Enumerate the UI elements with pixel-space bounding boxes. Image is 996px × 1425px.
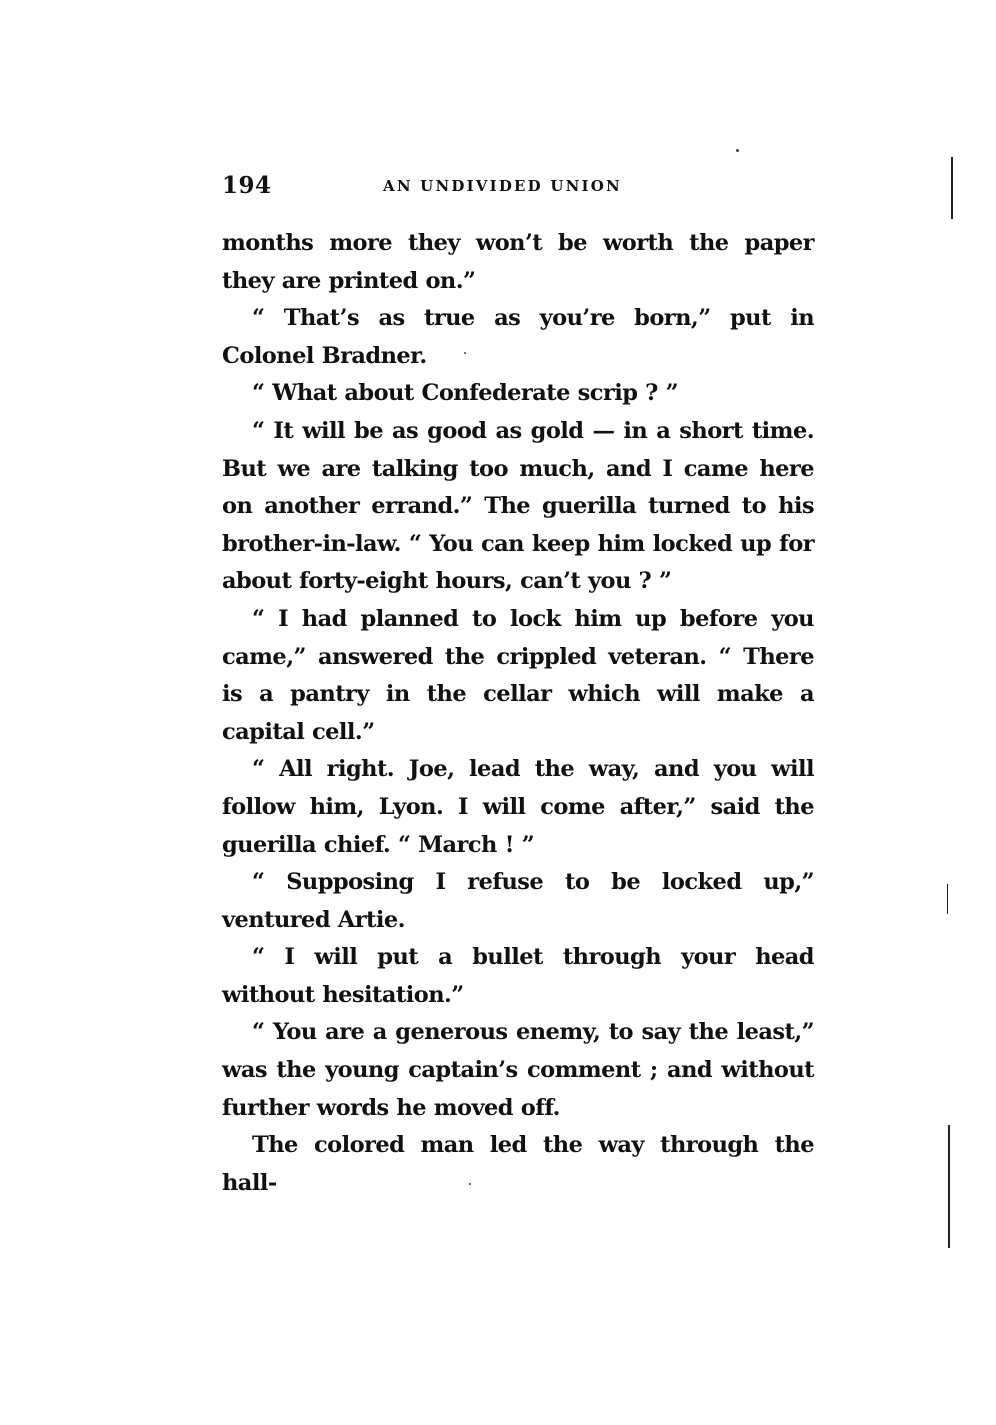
paragraph: The colored man led the way through the hall- [222, 1132, 814, 1196]
paragraph: “ It will be as good as gold — in a short time. But we are talking too much, and I came here on another errand.” The guerilla turned to his brother-in-law. “ You can keep him locked up for about forty-eight hours, can’t you ? ” [222, 417, 814, 595]
paragraph: months more they won’t be worth the paper they are printed on.” [222, 230, 814, 294]
body-text [222, 225, 814, 1202]
paragraph: “ You are a generous enemy, to say the least,” was the young captain’s comment ; and without further words he moved off. [222, 1019, 814, 1121]
page-header [222, 172, 814, 202]
running-head: AN UNDIVIDED UNION [383, 177, 622, 195]
scan-edge-mark [947, 884, 948, 914]
paragraph: “ I had planned to lock him up before you came,” answered the crippled veteran. “ There is a pantry in the cellar which will make a capital cell.” [222, 605, 814, 745]
page-number: 194 [222, 172, 272, 199]
paragraph: “ What about Confederate scrip ? ” [252, 380, 678, 407]
paragraph: “ Supposing I refuse to be locked up,” ventured Artie. [222, 869, 814, 933]
scan-edge-mark [951, 157, 953, 219]
scan-edge-mark [948, 1125, 950, 1248]
scan-speck [469, 1183, 471, 1185]
scan-speck [464, 352, 466, 354]
paragraph: “ That’s as true as you’re born,” put in Colonel Bradner. [222, 305, 814, 369]
paragraph: “ I will put a bullet through your head without hesitation.” [222, 944, 814, 1008]
scan-speck [736, 149, 739, 152]
paragraph: “ All right. Joe, lead the way, and you will follow him, Lyon. I will come after,” said the guerilla chief. “ March ! ” [222, 756, 814, 858]
